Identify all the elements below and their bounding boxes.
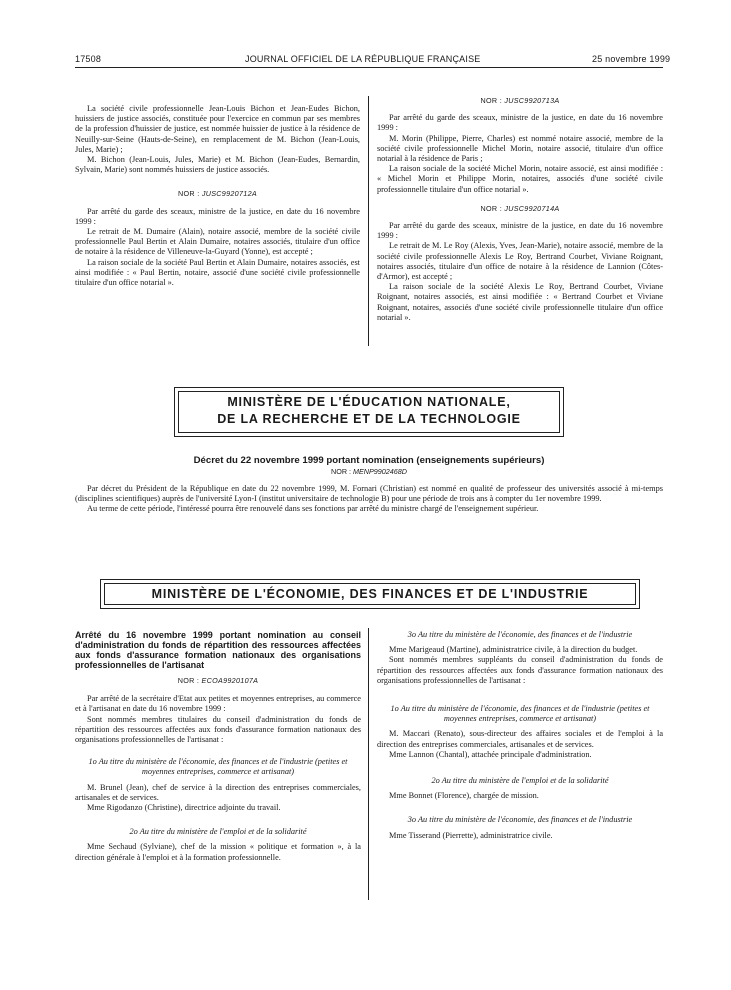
nor-reference: NOR : JUSC9920713A: [480, 96, 560, 105]
ministry-heading-line: MINISTÈRE DE L'ÉDUCATION NATIONALE,: [227, 395, 511, 409]
ministry-heading-line: DE LA RECHERCHE ET DE LA TECHNOLOGIE: [217, 412, 521, 426]
paragraph: La raison sociale de la société Alexis Le Roy, Bertrand Courbet, Viviane Roignant, notaires associés, est ainsi modifiée : « Bertrand Courbet et Viviane Roignant, notaires, associés d'une société civile professionnelle titulaire d'un office notarial ».: [377, 282, 663, 322]
paragraph: Par décret du Président de la République en date du 22 novembre 1999, M. Fornari (Christian) est nommé en qualité de professeur des universités associé à mi-temps (disciplines scientifiques) auprès de l'université Lyon-I (institut universitaire de technologie B) pour une période de trois ans à compter du 1er novembre 1999.: [75, 484, 663, 504]
paragraph: Sont nommés membres titulaires du conseil d'administration du fonds de répartition des ressources affectées aux fonds d'assurance formation nationaux des organisations professionnelles de l'artisanat :: [75, 714, 361, 745]
paragraph: M. Brunel (Jean), chef de service à la direction des entreprises commerciales, artisanales et de services.: [75, 782, 361, 802]
section-subtitle: 1o Au titre du ministère de l'économie, des finances et de l'industrie (petites et moyennes entreprises, commerce et artisanat): [390, 704, 650, 724]
nor-reference: NOR : JUSC9920712A: [178, 189, 257, 199]
paragraph: La raison sociale de la société Michel Morin, notaire associé, est ainsi modifiée : « Michel Morin et Philippe Morin, notaires, associés d'une société civile professionnelle titulaire d'un office notarial ».: [377, 164, 663, 194]
nor-reference: NOR : ECOA9920107A: [177, 676, 259, 685]
paragraph: Mme Lannon (Chantal), attachée principale d'administration.: [389, 749, 592, 759]
paragraph: Le retrait de M. Dumaire (Alain), notaire associé, membre de la société civile professionnelle Paul Bertin et Alain Dumaire, notaires associés, titulaire d'un office de notaire à la résidence de Villeneuve-la-Guyard (Yonne), est accepté ;: [75, 227, 360, 257]
paragraph: Le retrait de M. Le Roy (Alexis, Yves, Jean-Marie), notaire associé, membre de la société civile professionnelle Alexis Le Roy, Bertrand Courbet, Viviane Roignant, notaires associés, titulaire d'un office de notaire à la résidence de Lannion (Côtes-d'Armor), est accepté ;: [377, 241, 663, 282]
section-subtitle: 3o Au titre du ministère de l'économie, des finances et de l'industrie: [407, 630, 633, 639]
bottom-left-column: [75, 630, 361, 863]
page-number: 17508: [75, 54, 102, 64]
section-subtitle: 3o Au titre du ministère de l'économie, des finances et de l'industrie: [407, 815, 633, 825]
paragraph: M. Maccari (Renato), sous-directeur des affaires sociales et de l'emploi à la direction des entreprises commerciales, artisanales et de services.: [377, 729, 663, 749]
paragraph: Par arrêté du garde des sceaux, ministre de la justice, en date du 16 novembre 1999 :: [377, 221, 663, 241]
paragraph: Sont nommés membres suppléants du conseil d'administration du fonds de répartition des ressources affectées aux fonds d'assurance formation nationaux des organisations professionnelles de l'artisanat :: [377, 655, 663, 685]
paragraph: Mme Tisserand (Pierrette), administratrice civile.: [389, 830, 553, 840]
section-subtitle: 2o Au titre du ministère de l'emploi et de la solidarité: [129, 827, 307, 837]
paragraph: Mme Bonnet (Florence), chargée de mission.: [389, 791, 539, 801]
ministry-heading: [178, 391, 560, 433]
top-left-column: [75, 104, 360, 288]
paragraph: Mme Rigodanzo (Christine), directrice adjointe du travail.: [87, 803, 281, 813]
decree-title: Décret du 22 novembre 1999 portant nomination (enseignements supérieurs): [193, 455, 545, 466]
section-subtitle: 2o Au titre du ministère de l'emploi et de la solidarité: [431, 776, 609, 786]
decree-body: [75, 484, 663, 515]
column-divider: [368, 96, 369, 346]
arrete-title: Arrêté du 16 novembre 1999 portant nomination au conseil d'administration du fonds de répartition des ressources affectées aux fonds d'assurance formation nationaux des organisations professionnelles de l'artisanat: [75, 630, 361, 670]
section-subtitle: 1o Au titre du ministère de l'économie, des finances et de l'industrie (petites et moyennes entreprises, commerce et artisanat): [88, 757, 348, 777]
paragraph: Mme Sechaud (Sylviane), chef de la mission « politique et formation », à la direction générale à l'emploi et à la formation professionnelle.: [75, 842, 361, 862]
paragraph: La société civile professionnelle Jean-Louis Bichon et Jean-Eudes Bichon, huissiers de justice associés, constituée pour l'exercice en commun par ses membres de la profession d'huissier de justice, est nommée huissier de justice à la résidence de Neuilly-sur-Seine (Hauts-de-Seine), en remplacement de M. Bichon (Jean-Louis, Jules, Marie) ;: [75, 104, 360, 154]
paragraph: Par arrêté de la secrétaire d'Etat aux petites et moyennes entreprises, au commerce et à l'artisanat en date du 16 novembre 1999 :: [75, 694, 361, 714]
paragraph: La raison sociale de la société Paul Bertin et Alain Dumaire, notaires associés, est ainsi modifiée : « Paul Bertin, notaire, associé d'une société civile professionnelle titulaire d'un office notarial ».: [75, 257, 360, 288]
column-divider: [368, 628, 369, 900]
paragraph: Par arrêté du garde des sceaux, ministre de la justice, en date du 16 novembre 1999 :: [75, 206, 360, 226]
paragraph: M. Morin (Philippe, Pierre, Charles) est nommé notaire associé, membre de la société civile professionnelle Michel Morin, notaire associé, titulaire d'un office notarial à la résidence de Paris ;: [377, 133, 663, 164]
journal-title: JOURNAL OFFICIEL DE LA RÉPUBLIQUE FRANÇAISE: [245, 54, 481, 64]
issue-date: 25 novembre 1999: [592, 54, 671, 64]
ministry-heading: MINISTÈRE DE L'ÉCONOMIE, DES FINANCES ET DE L'INDUSTRIE: [104, 583, 636, 605]
header-rule: [75, 67, 663, 68]
paragraph: Au terme de cette période, l'intéressé pourra être renouvelé dans ses fonctions par arrêté du ministre chargé de l'enseignement supérieur.: [87, 504, 539, 514]
nor-reference: NOR : MENP9902468D: [331, 467, 407, 476]
paragraph: Mme Marigeaud (Martine), administratrice civile, à la direction du budget.: [389, 645, 638, 655]
bottom-right-column: [377, 630, 663, 841]
nor-reference: NOR : JUSC9920714A: [480, 203, 560, 213]
paragraph: Par arrêté du garde des sceaux, ministre de la justice, en date du 16 novembre 1999 :: [377, 113, 663, 133]
top-right-column: [377, 96, 663, 323]
paragraph: M. Bichon (Jean-Louis, Jules, Marie) et M. Bichon (Jean-Eudes, Bernardin, Sylvain, Marie) sont nommés huissiers de justice associés.: [75, 155, 360, 175]
